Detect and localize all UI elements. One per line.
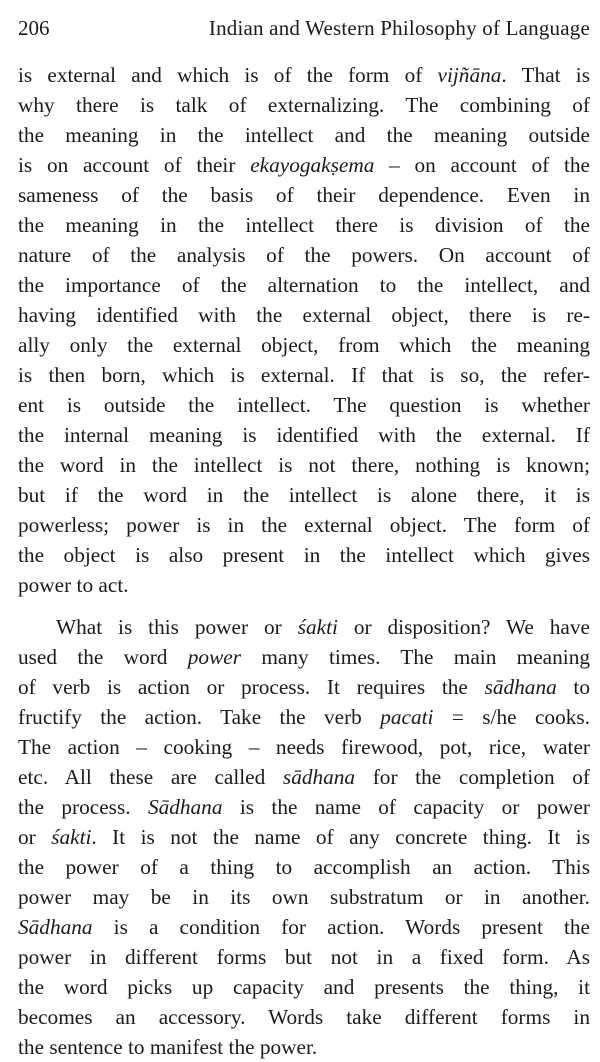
italic-term: sādhana: [282, 765, 356, 789]
text-line: the process. Sādhana is the name of capacity or power: [18, 795, 590, 819]
text-line: used the word power many times. The main meaning: [18, 645, 590, 669]
text-line: ent is outside the intellect. The question is whether: [18, 393, 590, 417]
text-line: is external and which is of the form of vijñāna. That is: [18, 63, 590, 87]
italic-term: Sādhana: [147, 795, 223, 819]
italic-term: pacati: [380, 705, 434, 729]
italic-term: vijñāna: [437, 63, 502, 87]
text-line: the word picks up capacity and presents the thing, it: [18, 975, 590, 999]
text-line: or śakti. It is not the name of any concrete thing. It is: [18, 825, 590, 849]
text-line: What is this power or śakti or disposition? We have: [56, 615, 590, 639]
text-line: the importance of the alternation to the intellect, and: [18, 273, 590, 297]
text-line: of verb is action or process. It requires the sādhana to: [18, 675, 591, 699]
page-number: 206: [18, 16, 50, 40]
text-line: The action – cooking – needs firewood, pot, rice, water: [18, 735, 590, 759]
book-page: [18, 10, 591, 1059]
text-line: the meaning in the intellect there is division of the: [18, 213, 590, 237]
text-line: having identified with the external object, there is re-: [18, 303, 590, 327]
text-line: sameness of the basis of their dependence. Even in: [18, 183, 590, 207]
running-head: [18, 10, 590, 46]
paragraph-2: [18, 612, 590, 1062]
text-line: the power of a thing to accomplish an action. This: [18, 855, 590, 879]
text-line: etc. All these are called sādhana for the completion of: [18, 765, 590, 789]
italic-term: sādhana: [484, 675, 557, 699]
italic-term: ekayogakṣema: [250, 153, 375, 177]
text-line: power to act.: [18, 573, 129, 597]
text-line: fructify the action. Take the verb pacati = s/he cooks.: [18, 705, 590, 729]
text-line: power in different forms but not in a fixed form. As: [18, 945, 590, 969]
running-title: Indian and Western Philosophy of Language: [208, 16, 590, 40]
text-line: ally only the external object, from which the meaning: [18, 333, 590, 357]
text-line: becomes an accessory. Words take different forms in: [18, 1005, 590, 1029]
italic-term: śakti: [51, 825, 92, 849]
text-line: is then born, which is external. If that is so, the refer-: [18, 363, 590, 387]
text-line: powerless; power is in the external object. The form of: [18, 513, 590, 537]
text-line: the internal meaning is identified with the external. If: [18, 423, 590, 447]
text-line: the sentence to manifest the power.: [18, 1035, 318, 1059]
text-line: the word in the intellect is not there, nothing is known;: [18, 453, 590, 477]
text-line: but if the word in the intellect is alone there, it is: [18, 483, 590, 507]
italic-term: Sādhana: [18, 915, 93, 939]
text-line: the object is also present in the intellect which gives: [18, 543, 590, 567]
text-line: why there is talk of externalizing. The combining of: [18, 93, 590, 117]
text-line: power may be in its own substratum or in another.: [18, 885, 590, 909]
text-line: Sādhana is a condition for action. Words present the: [18, 915, 590, 939]
italic-term: śakti: [297, 615, 338, 639]
text-line: is on account of their ekayogakṣema – on account of the: [18, 153, 590, 177]
italic-term: power: [187, 645, 242, 669]
paragraph-1: [18, 60, 590, 600]
text-line: the meaning in the intellect and the meaning outside: [18, 123, 590, 147]
text-line: nature of the analysis of the powers. On account of: [18, 243, 590, 267]
